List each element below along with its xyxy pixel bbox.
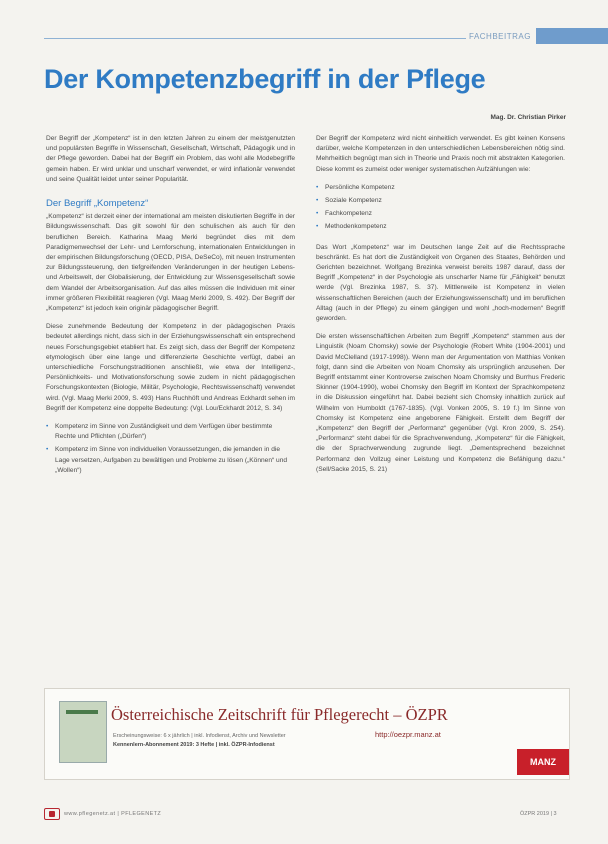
publisher-logo-icon — [44, 808, 60, 820]
body-paragraph: „Kompetenz“ ist derzeit einer der international am meisten diskutierten Begriffe in der Bildungswissenschaft. Das gilt sowohl für den schulischen als auch für den beruflichen Bereich. Katharina Maag Merki begründet dies mit dem Paradigmenwechsel der Lehr- und Lernforschung, internationalen Entwicklungen in der empirischen Bildungsforschung (OECD, PISA, DeSeCo), mit neuen Instrumenten zur Bildungssteuerung, den tiefgreifenden Veränderungen in der heutigen Lebens- und Arbeitswelt, der Globalisierung, der Entwicklung zur Wissensgesellschaft sowie dem Wandel der Arbeitsorganisation. Auf das alles müssen die Individuen mit einer immer größeren Flexibilität reagieren (Vgl. Maag Merki 2009, S. 492). Der Begriff der „Kompetenz“ ist jedoch kein originär pädagogischer Begriff. — [46, 213, 295, 313]
body-paragraph: Der Begriff der Kompetenz wird nicht einheitlich verwendet. Es gibt keinen Konsens darüber, welche Kompetenzen in den unterschiedlichen Lebensbereichen nötig sind. Mehrheitlich begnügt man sich in Theorie und Praxis noch mit abstrakten Kategorien. Diese kommt es zumeist oder weniger systematischen Aufzählungen wie: — [316, 135, 565, 173]
intro-paragraph: Der Begriff der „Kompetenz“ ist in den letzten Jahren zu einem der meistgenutzten und populärsten Begriffe in Wissenschaft, Gesellschaft, Wirtschaft, Pädagogik und in der Pflege geworden. Dabei hat der Begriff ein Problem, das wohl alle Modebegriffe gemein haben. Er wird unklar und unscharf verwendet, er wird inflationär verwendet und seine Qualität leidet unter seiner Popularität. — [46, 135, 295, 183]
section-heading: Der Begriff „Kompetenz“ — [46, 198, 149, 210]
rubric-label: FACHBEITRAG — [466, 32, 534, 41]
article-title: Der Kompetenzbegriff in der Pflege — [44, 64, 486, 94]
advertisement-banner[interactable] — [44, 688, 570, 780]
bullet-list — [46, 422, 295, 476]
list-item: • Kompetenz im Sinne von individuellen Voraussetzungen, die jemanden in die Lage versetzen, Aufgaben zu bewältigen und Probleme zu lösen („Können“ und „Wollen“) — [46, 445, 295, 476]
body-paragraph: Diese zunehmende Bedeutung der Kompetenz in der pädagogischen Praxis bedeutet allerdings nicht, dass sich in der Erziehungswissenschaft ein entsprechend neues Forschungsgebiet etabliert hat. Es zeigt sich, dass der Begriff der Kompetenz etymologisch über eine lange und differenzierte Geschichte verfügt, dabei an unterschiedliche Forschungstraditionen anschließt, wie etwa der Intelligenz-, Persönlichkeits- und Motivationsforschung sowie zudem in nicht pädagogischen Forschungskontexten (Biologie, Militär, Psychologie, Rechtswissenschaft) verwendet wird. (Vgl. Maag Merki 2009, S. 493) Hans Ruchhöft und Andreas Eckhardt sehen im Begriff der Kompetenz eine doppelte Bedeutung: (Vgl. Lou/Eckhardt 2012, S. 34) — [46, 323, 295, 412]
publisher-logo: MANZ — [517, 749, 569, 775]
list-item: • Persönliche Kompetenz — [316, 183, 565, 193]
footer-page-number: ÖZPR 2019 | 3 — [520, 811, 557, 817]
list-item: • Soziale Kompetenz — [316, 196, 565, 206]
list-item: • Fachkompetenz — [316, 209, 565, 219]
ad-link[interactable]: http://oezpr.manz.at — [375, 730, 441, 739]
list-item: • Methodenkompetenz — [316, 222, 565, 232]
page-corner-tab — [536, 28, 608, 44]
bullet-list — [316, 183, 565, 233]
body-paragraph: Die ersten wissenschaftlichen Arbeiten zum Begriff „Kompetenz“ stammen aus der Linguistik (Noam Chomsky) sowie der Psychologie (Robert White (1904-2001) und David McClelland (1917-1998)). Wenn man der Argumentation von Matthias Vonken folgt, dann sind die Arbeiten von Noam Chomsky als ursprünglich anzusehen. Der Begriff entstammt einer Kontroverse zwischen Noam Chomsky und Burrhus Frederic Skinner (1904-1990), wobei Chomsky den Begriff im Kontext der Sprachkompetenz in die Diskussion eingeführt hat. Dabei bezieht sich Chomsky inhaltlich zurück auf Wilhelm von Humboldt (1767-1835). (Vgl. Vonken 2005, S. 19 f.) Im Sinne von Chomsky ist Kompetenz eine angeborene Fähigkeit. Erstellt dem Begriff der „Kompetenz“ den Begriff der „Performanz“ gegenüber (Vgl. Kron 2009, S. 254). „Performanz“ steht dabei für die Sprachverwendung, „Kompetenz“ für die Fähigkeit, die der Sprachverwendung zugrunde liegt. „Dementsprechend bezeichnet Performanz den Vollzug einer Leistung und Kompetenz die Befähigung dazu.“ (Sell/Sacke 2015, S. 21) — [316, 333, 565, 473]
author-name: Mag. Dr. Christian Pirker — [490, 114, 566, 121]
ad-offer: Kennenlern-Abonnement 2019: 3 Hefte | inkl. ÖZPR-Infodienst — [113, 742, 275, 748]
left-column — [46, 134, 295, 486]
body-paragraph: Das Wort „Kompetenz“ war im Deutschen lange Zeit auf die Rechtssprache beschränkt. Es hat dort die Zuständigkeit von Organen des Staates, Behörden und Gerichten bezeichnet. Wolfgang Brezinka verweist bereits 1987 darauf, dass der Begriff „Kompetenz“ in der Psychologie als unscharfer Name für „Fähigkeit“ benutzt werde (Vgl. Brezinka 1987, S. 37). Mittlerweile ist Kompetenz in vielen wissenschaftlichen Bereichen (auch der Erziehungswissenschaft) und im beruflichen Alltag (auch in der Pflege) zu einem gängigen und wohl „hoch-modernen“ Begriff geworden. — [316, 243, 565, 323]
ad-info: Erscheinungsweise: 6 x jährlich | inkl. Infodienst, Archiv und Newsletter — [113, 733, 286, 739]
ad-title: Österreichische Zeitschrift für Pflegerecht – ÖZPR — [111, 705, 448, 724]
header-rule — [44, 38, 532, 39]
right-column — [316, 134, 565, 483]
list-item: • Kompetenz im Sinne von Zuständigkeit und dem Verfügen über bestimmte Rechte und Pflichten („Dürfen“) — [46, 422, 295, 442]
footer-publisher: www.pflegenetz.at | PFLEGENETZ — [64, 811, 162, 817]
journal-cover-image — [59, 701, 107, 763]
